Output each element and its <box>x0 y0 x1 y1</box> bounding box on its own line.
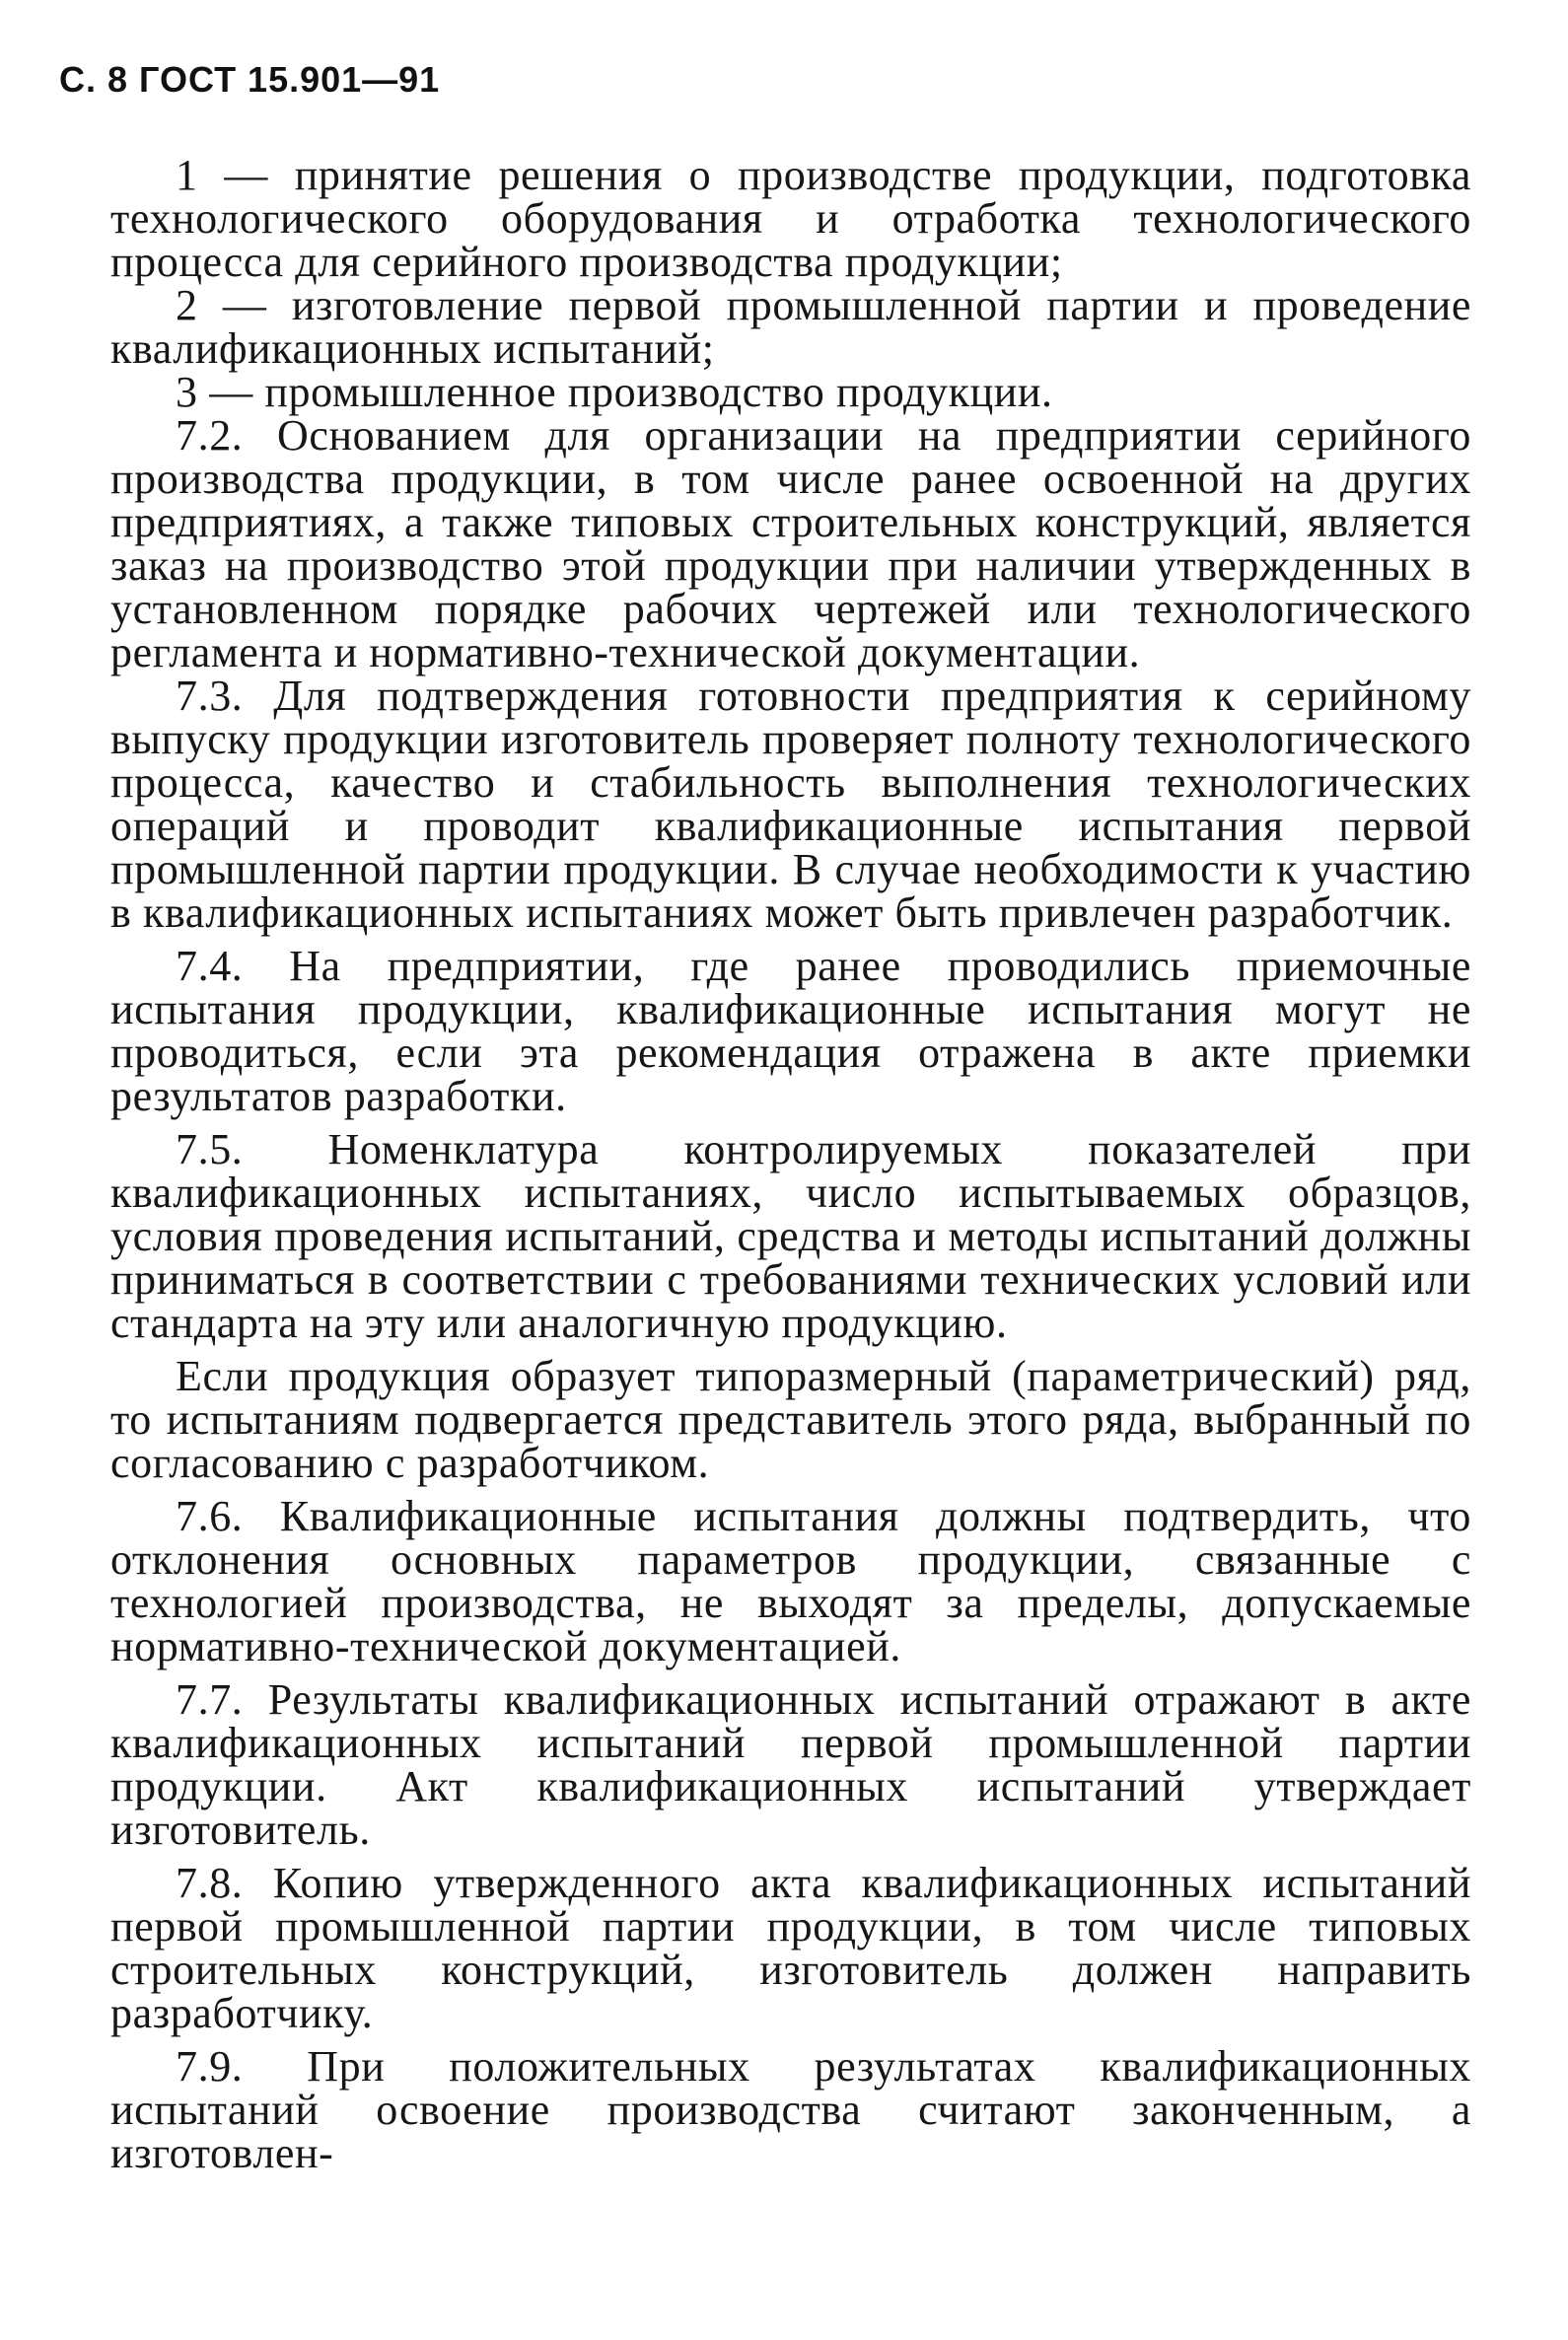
paragraph-stage-2: 2 — изготовление первой промышленной партии и проведение квалификационных испытаний; <box>110 281 1471 373</box>
paragraph-7-9: 7.9. При положительных результатах квалификационных испытаний освоение производства считают законченным, а изготовлен- <box>110 2042 1471 2177</box>
paragraph-7-4: 7.4. На предприятии, где ранее проводились приемочные испытания продукции, квалификационные испытания могут не проводиться, если эта рекомендация отражена в акте приемки результатов разработки. <box>110 942 1471 1120</box>
paragraph-7-7: 7.7. Результаты квалификационных испытаний отражают в акте квалификационных испытаний первой промышленной партии продукции. Акт квалификационных испытаний утверждает изготовитель. <box>110 1675 1471 1854</box>
paragraph-stage-3: 3 — промышленное производство продукции. <box>176 368 1053 416</box>
paragraph-7-3: 7.3. Для подтверждения готовности предприятия к серийному выпуску продукции изготовитель проверяет полноту технологического процесса, качество и стабильность выполнения технологических операций и проводит квалификационные испытания первой промышленной партии продукции. В случае необходимости к участию в квалификационных испытаниях может быть привлечен разработчик. <box>110 672 1471 937</box>
document-body <box>110 151 1471 2177</box>
paragraph-stage-1: 1 — принятие решения о производстве продукции, подготовка технологического оборудования и отработка технологического процесса для серийного производства продукции; <box>110 151 1471 286</box>
paragraph-7-5: 7.5. Номенклатура контролируемых показателей при квалификационных испытаниях, число испытываемых образцов, условия проведения испытаний, средства и методы испытаний должны приниматься в соответствии с требованиями технических условий или стандарта на эту или аналогичную продукцию. <box>110 1125 1471 1347</box>
page-header: С. 8 ГОСТ 15.901—91 <box>59 59 441 100</box>
paragraph-7-2: 7.2. Основанием для организации на предприятии серийного производства продукции, в том числе ранее освоенной на других предприятиях, а также типовых строительных конструкций, является заказ на производство этой продукции при наличии утвержденных в установленном порядке рабочих чертежей или технологического регламента и нормативно-технической документации. <box>110 411 1471 676</box>
paragraph-7-8: 7.8. Копию утвержденного акта квалификационных испытаний первой промышленной партии продукции, в том числе типовых строительных конструкций, изготовитель должен направить разработчику. <box>110 1859 1471 2037</box>
paragraph-series-note: Если продукция образует типоразмерный (параметрический) ряд, то испытаниям подвергается представитель этого ряда, выбранный по согласованию с разработчиком. <box>110 1352 1471 1487</box>
paragraph-7-6: 7.6. Квалификационные испытания должны подтвердить, что отклонения основных параметров продукции, связанные с технологией производства, не выходят за пределы, допускаемые нормативно-технической документацией. <box>110 1492 1471 1670</box>
